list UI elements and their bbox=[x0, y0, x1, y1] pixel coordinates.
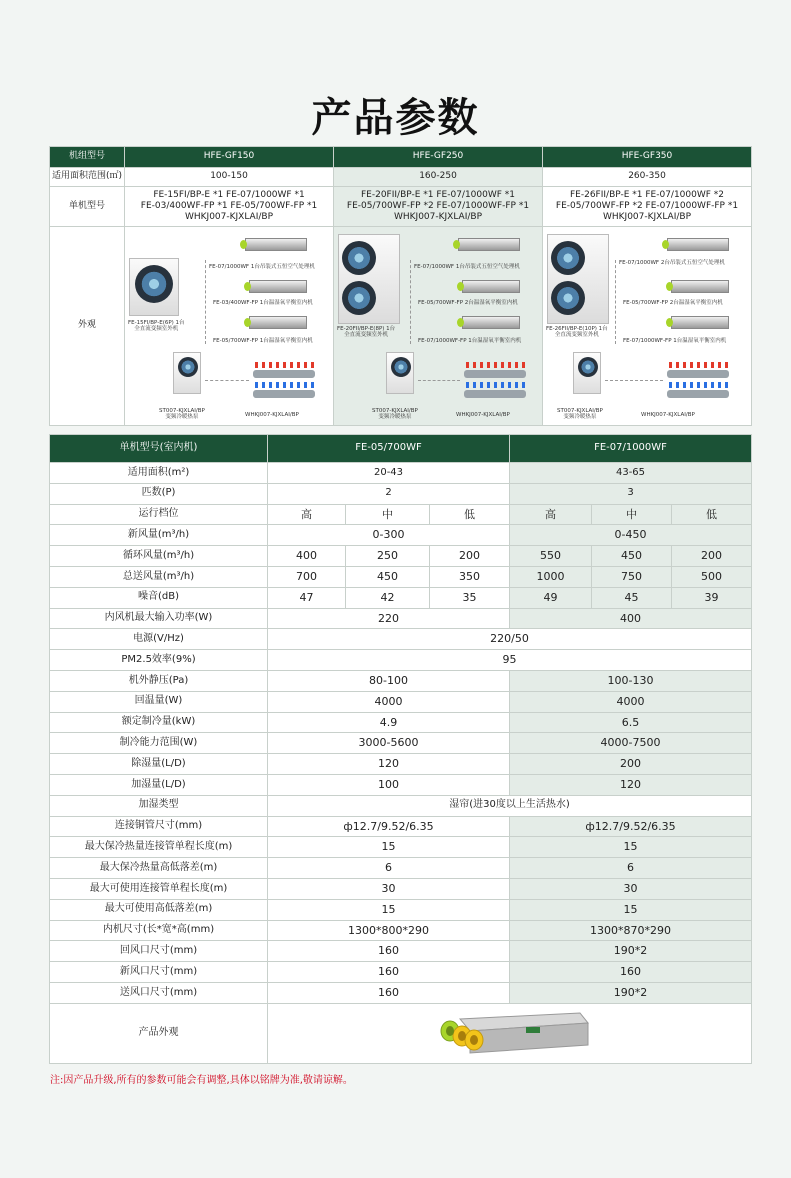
cell: 400 bbox=[268, 546, 346, 567]
cell: 260-350 bbox=[543, 168, 752, 187]
table-row bbox=[50, 650, 752, 671]
cell: 160-250 bbox=[334, 168, 543, 187]
connection-line bbox=[605, 380, 663, 381]
manifold-image bbox=[464, 390, 526, 398]
cell: 350 bbox=[430, 566, 510, 587]
table-row bbox=[50, 587, 752, 608]
ducted-unit-image bbox=[249, 280, 307, 293]
table-row bbox=[50, 858, 752, 879]
cell: 80-100 bbox=[268, 670, 510, 691]
cell: 120 bbox=[268, 754, 510, 775]
table-row bbox=[50, 670, 752, 691]
row-label: PM2.5效率(9%) bbox=[50, 650, 268, 671]
cell: 220 bbox=[268, 608, 510, 629]
manifold-image bbox=[667, 370, 729, 378]
ducted-unit-image bbox=[671, 280, 729, 293]
connection-line bbox=[615, 260, 616, 344]
appearance-cell bbox=[334, 227, 543, 426]
cell: 6 bbox=[510, 858, 752, 879]
heat-pump-label: ST007-KJXLAI/BP 变频冷暖热泵 bbox=[557, 408, 603, 421]
table-row bbox=[50, 691, 752, 712]
cell: 4000-7500 bbox=[510, 733, 752, 754]
header-label: 单机型号(室内机) bbox=[50, 435, 268, 463]
disclaimer-note: 注:因产品升级,所有的参数可能会有调整,具体以铭牌为准,敬请谅解。 bbox=[50, 1075, 353, 1086]
row-label: 单机型号 bbox=[50, 187, 125, 227]
unit-line: FE-05/700WF-FP *2 FE-07/1000WF-FP *1 bbox=[555, 200, 739, 211]
cell: 43-65 bbox=[510, 463, 752, 484]
table-row bbox=[50, 525, 752, 546]
cell: 4000 bbox=[268, 691, 510, 712]
ducted-unit-image bbox=[249, 316, 307, 329]
cell: 3000-5600 bbox=[268, 733, 510, 754]
table-row bbox=[50, 463, 752, 484]
unit-line: FE-20FII/BP-E *1 FE-07/1000WF *1 bbox=[360, 189, 516, 200]
duct-label: FE-05/700WF-FP 2台温湿氧平衡室内机 bbox=[418, 300, 518, 306]
connection-line bbox=[410, 260, 411, 344]
table-row bbox=[50, 754, 752, 775]
cell: 4.9 bbox=[268, 712, 510, 733]
cell: 4000 bbox=[510, 691, 752, 712]
table-header-row bbox=[50, 435, 752, 463]
ducted-unit-image bbox=[458, 238, 520, 251]
duct-label: FE-05/700WF-FP 2台温湿氧平衡室内机 bbox=[623, 300, 723, 306]
manifold-label: WHKJ007-KJXLAI/BP bbox=[245, 412, 299, 418]
manifold-label: WHKJ007-KJXLAI/BP bbox=[456, 412, 510, 418]
unit-list bbox=[334, 187, 543, 227]
heat-pump-label: ST007-KJXLAI/BP 变频冷暖热泵 bbox=[159, 408, 205, 421]
row-label: 总送风量(m³/h) bbox=[50, 566, 268, 587]
row-label: 产品外观 bbox=[50, 1003, 268, 1063]
cell: 550 bbox=[510, 546, 592, 567]
cell: 160 bbox=[268, 941, 510, 962]
cell: 100-130 bbox=[510, 670, 752, 691]
cell: 低 bbox=[430, 504, 510, 525]
cell: 湿帘(进30度以上生活热水) bbox=[268, 795, 752, 816]
manifold-valves bbox=[669, 382, 729, 388]
duct-label: FE-07/1000WF 1台吊装式五恒空气处理机 bbox=[209, 264, 315, 270]
unit-line: FE-15FI/BP-E *1 FE-07/1000WF *1 bbox=[153, 189, 305, 200]
cell: 中 bbox=[592, 504, 672, 525]
manifold-valves bbox=[255, 362, 315, 368]
cell: 450 bbox=[346, 566, 430, 587]
cell: 0-450 bbox=[510, 525, 752, 546]
row-label: 回温量(W) bbox=[50, 691, 268, 712]
cell: 高 bbox=[268, 504, 346, 525]
cell: 3 bbox=[510, 483, 752, 504]
row-label: 制冷能力范围(W) bbox=[50, 733, 268, 754]
table-row bbox=[50, 920, 752, 941]
unit-line: WHKJ007-KJXLAI/BP bbox=[184, 212, 274, 223]
table-row bbox=[50, 816, 752, 837]
cell: 49 bbox=[510, 587, 592, 608]
outdoor-unit-label: FE-26FII/BP-E(10P) 1台 全直流变频室外机 bbox=[546, 326, 608, 339]
cell: 15 bbox=[510, 837, 752, 858]
model-name: HFE-GF250 bbox=[334, 147, 543, 168]
system-illustration bbox=[543, 230, 751, 422]
manifold-valves bbox=[466, 382, 526, 388]
row-label: 匹数(P) bbox=[50, 483, 268, 504]
row-label: 加湿类型 bbox=[50, 795, 268, 816]
cell: 160 bbox=[268, 982, 510, 1003]
table-row bbox=[50, 982, 752, 1003]
unit-line: FE-03/400WF-FP *1 FE-05/700WF-FP *1 bbox=[140, 200, 318, 211]
table-row bbox=[50, 941, 752, 962]
page-title: 产品参数 bbox=[311, 95, 480, 141]
table-row bbox=[50, 566, 752, 587]
cell: 100 bbox=[268, 774, 510, 795]
cell: 190*2 bbox=[510, 982, 752, 1003]
cell: 47 bbox=[268, 587, 346, 608]
table-row bbox=[50, 608, 752, 629]
table-row bbox=[50, 168, 752, 187]
row-label: 适用面积(m²) bbox=[50, 463, 268, 484]
duct-label: FE-07/1000WF 2台吊装式五恒空气处理机 bbox=[619, 260, 725, 266]
cell: 42 bbox=[346, 587, 430, 608]
row-label: 循环风量(m³/h) bbox=[50, 546, 268, 567]
fan-icon bbox=[135, 265, 173, 303]
cell: 450 bbox=[592, 546, 672, 567]
cell: 120 bbox=[510, 774, 752, 795]
cell: 高 bbox=[510, 504, 592, 525]
table-row bbox=[50, 227, 752, 426]
cell: 6 bbox=[268, 858, 510, 879]
system-illustration bbox=[334, 230, 542, 422]
outdoor-unit-image bbox=[129, 258, 179, 316]
manifold-valves bbox=[669, 362, 729, 368]
cell: 500 bbox=[672, 566, 752, 587]
header-label: 机组型号 bbox=[50, 147, 125, 168]
model-name: FE-05/700WF bbox=[268, 435, 510, 463]
heat-pump-label: ST007-KJXLAI/BP 变频冷暖热泵 bbox=[372, 408, 418, 421]
appearance-cell bbox=[125, 227, 334, 426]
row-label: 最大保冷热量高低落差(m) bbox=[50, 858, 268, 879]
indoor-unit-table bbox=[49, 434, 752, 1064]
system-illustration bbox=[125, 230, 333, 422]
table-header-row bbox=[50, 147, 752, 168]
row-label: 送风口尺寸(mm) bbox=[50, 982, 268, 1003]
cell: 2 bbox=[268, 483, 510, 504]
cell: 400 bbox=[510, 608, 752, 629]
cell: 100-150 bbox=[125, 168, 334, 187]
cell: 250 bbox=[346, 546, 430, 567]
table-row bbox=[50, 878, 752, 899]
manifold-image bbox=[253, 390, 315, 398]
cell: 39 bbox=[672, 587, 752, 608]
row-label: 适用面积范围(㎡) bbox=[50, 168, 125, 187]
row-label: 新风口尺寸(mm) bbox=[50, 962, 268, 983]
row-label: 连接铜管尺寸(mm) bbox=[50, 816, 268, 837]
table-row bbox=[50, 504, 752, 525]
cell: 220/50 bbox=[268, 629, 752, 650]
table-row bbox=[50, 712, 752, 733]
cell: 低 bbox=[672, 504, 752, 525]
fan-icon bbox=[178, 357, 198, 377]
ducted-unit-image bbox=[245, 238, 307, 251]
row-label: 加湿量(L/D) bbox=[50, 774, 268, 795]
connection-line bbox=[205, 260, 206, 344]
cell: 200 bbox=[510, 754, 752, 775]
row-label: 最大可使用高低落差(m) bbox=[50, 899, 268, 920]
table-row bbox=[50, 899, 752, 920]
cell: 15 bbox=[268, 899, 510, 920]
cell: 200 bbox=[430, 546, 510, 567]
fan-icon bbox=[578, 357, 598, 377]
row-label: 噪音(dB) bbox=[50, 587, 268, 608]
cell: 160 bbox=[268, 962, 510, 983]
cell: 190*2 bbox=[510, 941, 752, 962]
row-label: 内风机最大输入功率(W) bbox=[50, 608, 268, 629]
ducted-unit-image bbox=[671, 316, 729, 329]
row-label: 运行档位 bbox=[50, 504, 268, 525]
table-row bbox=[50, 795, 752, 816]
row-label: 内机尺寸(长*宽*高(mm) bbox=[50, 920, 268, 941]
cell: 30 bbox=[268, 878, 510, 899]
model-name: HFE-GF150 bbox=[125, 147, 334, 168]
fan-icon bbox=[342, 281, 376, 315]
fan-icon bbox=[391, 357, 411, 377]
row-label: 最大可使用连接管单程长度(m) bbox=[50, 878, 268, 899]
fan-icon bbox=[551, 281, 585, 315]
unit-list bbox=[543, 187, 752, 227]
manifold-valves bbox=[255, 382, 315, 388]
row-label: 回风口尺寸(mm) bbox=[50, 941, 268, 962]
cell: 20-43 bbox=[268, 463, 510, 484]
row-label: 外观 bbox=[50, 227, 125, 426]
model-name: FE-07/1000WF bbox=[510, 435, 752, 463]
ducted-unit-illustration bbox=[430, 1009, 590, 1057]
row-label: 机外静压(Pa) bbox=[50, 670, 268, 691]
cell: 95 bbox=[268, 650, 752, 671]
cell: 1300*870*290 bbox=[510, 920, 752, 941]
cell: 45 bbox=[592, 587, 672, 608]
cell: 30 bbox=[510, 878, 752, 899]
cell: 15 bbox=[268, 837, 510, 858]
row-label: 最大保冷热量连接管单程长度(m) bbox=[50, 837, 268, 858]
unit-line: WHKJ007-KJXLAI/BP bbox=[393, 212, 483, 223]
table-row bbox=[50, 837, 752, 858]
cell: ф12.7/9.52/6.35 bbox=[510, 816, 752, 837]
cell: ф12.7/9.52/6.35 bbox=[268, 816, 510, 837]
heat-pump-image bbox=[573, 352, 601, 394]
fan-icon bbox=[342, 241, 376, 275]
ducted-unit-image bbox=[667, 238, 729, 251]
product-image-cell bbox=[268, 1003, 752, 1063]
cell: 0-300 bbox=[268, 525, 510, 546]
fan-icon bbox=[551, 241, 585, 275]
table-row bbox=[50, 546, 752, 567]
table-row bbox=[50, 774, 752, 795]
table-row bbox=[50, 733, 752, 754]
row-label: 额定制冷量(kW) bbox=[50, 712, 268, 733]
manifold-label: WHKJ007-KJXLAI/BP bbox=[641, 412, 695, 418]
connection-line bbox=[418, 380, 460, 381]
cell: 中 bbox=[346, 504, 430, 525]
unit-list bbox=[125, 187, 334, 227]
duct-label: FE-07/1000WF-FP 1台温湿氧平衡室内机 bbox=[623, 338, 727, 344]
outdoor-unit-label: FE-15FI/BP-E(6P) 1台 全直流变频室外机 bbox=[128, 320, 185, 333]
table-row bbox=[50, 187, 752, 227]
outdoor-unit-image bbox=[547, 234, 609, 324]
heat-pump-image bbox=[173, 352, 201, 394]
duct-label: FE-07/1000WF 1台吊装式五恒空气处理机 bbox=[414, 264, 520, 270]
duct-label: FE-05/700WF-FP 1台温湿氧平衡室内机 bbox=[213, 338, 313, 344]
row-label: 除湿量(L/D) bbox=[50, 754, 268, 775]
unit-line: FE-26FII/BP-E *1 FE-07/1000WF *2 bbox=[569, 189, 725, 200]
outdoor-unit-label: FE-20FII/BP-E(8P) 1台 全直流变频室外机 bbox=[337, 326, 396, 339]
duct-label: FE-03/400WF-FP 1台温湿氧平衡室内机 bbox=[213, 300, 313, 306]
table-row bbox=[50, 483, 752, 504]
heat-pump-image bbox=[386, 352, 414, 394]
manifold-image bbox=[667, 390, 729, 398]
cell: 200 bbox=[672, 546, 752, 567]
manifold-image bbox=[253, 370, 315, 378]
connection-line bbox=[205, 380, 249, 381]
model-name: HFE-GF350 bbox=[543, 147, 752, 168]
manifold-image bbox=[464, 370, 526, 378]
indoor-unit-image bbox=[430, 1009, 590, 1057]
table-row bbox=[50, 629, 752, 650]
appearance-cell bbox=[543, 227, 752, 426]
cell: 1000 bbox=[510, 566, 592, 587]
table-row bbox=[50, 962, 752, 983]
row-label: 新风量(m³/h) bbox=[50, 525, 268, 546]
duct-label: FE-07/1000WF-FP 1台温湿氧平衡室内机 bbox=[418, 338, 522, 344]
cell: 35 bbox=[430, 587, 510, 608]
cell: 1300*800*290 bbox=[268, 920, 510, 941]
cell: 750 bbox=[592, 566, 672, 587]
cell: 160 bbox=[510, 962, 752, 983]
cell: 700 bbox=[268, 566, 346, 587]
outdoor-unit-image bbox=[338, 234, 400, 324]
cell: 6.5 bbox=[510, 712, 752, 733]
unit-line: FE-05/700WF-FP *2 FE-07/1000WF-FP *1 bbox=[346, 200, 530, 211]
cell: 15 bbox=[510, 899, 752, 920]
table-row bbox=[50, 1003, 752, 1063]
ducted-unit-image bbox=[462, 316, 520, 329]
system-model-table bbox=[49, 146, 752, 426]
ducted-unit-image bbox=[462, 280, 520, 293]
unit-line: WHKJ007-KJXLAI/BP bbox=[602, 212, 692, 223]
manifold-valves bbox=[466, 362, 526, 368]
row-label: 电源(V/Hz) bbox=[50, 629, 268, 650]
